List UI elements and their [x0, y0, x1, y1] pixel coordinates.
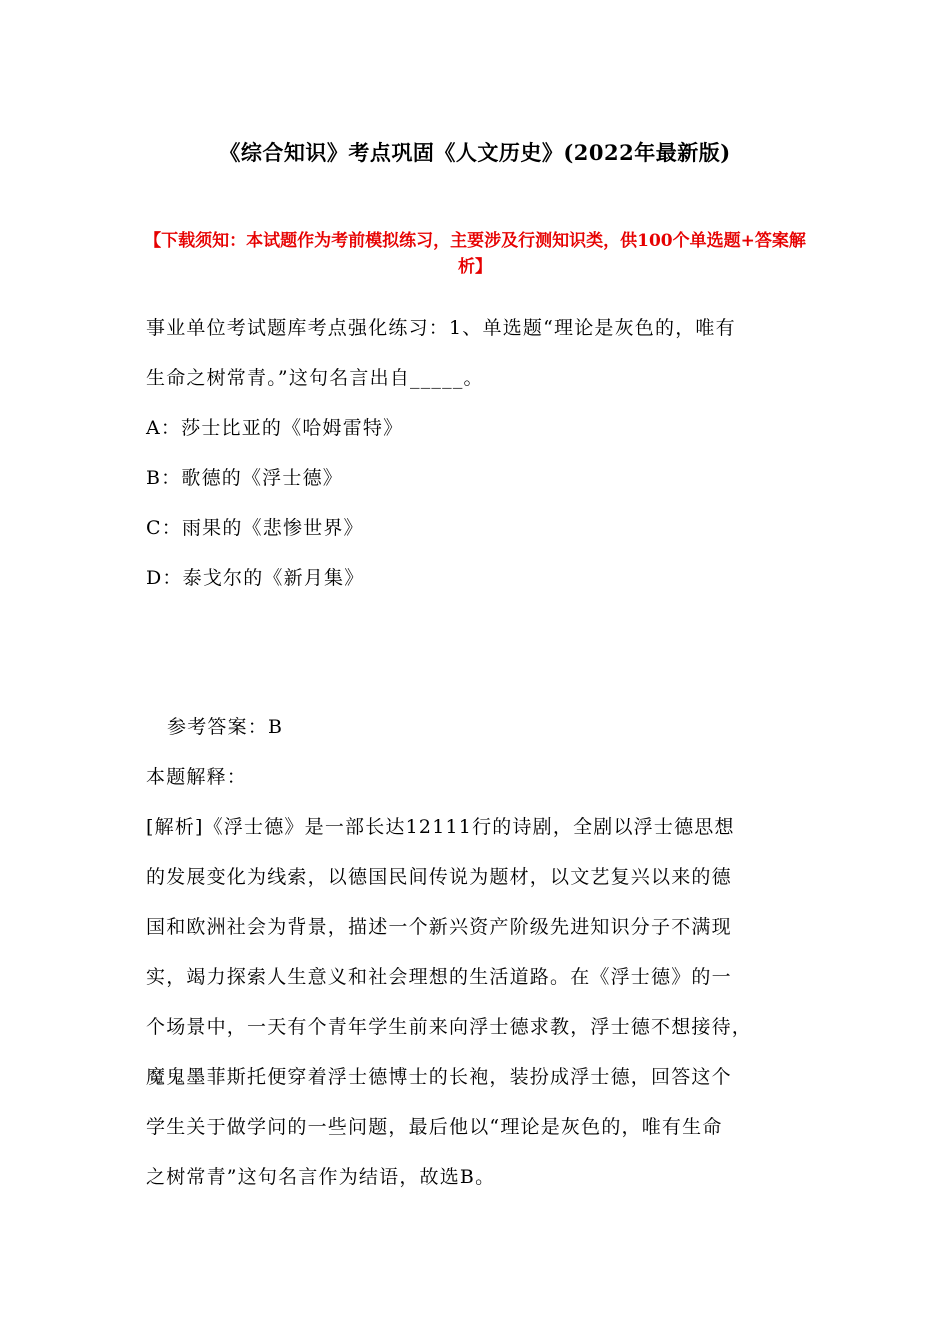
explanation-line-2: 的发展变化为线索，以德国民间传说为题材，以文艺复兴以来的德 [146, 866, 732, 888]
explanation-line-5: 个场景中，一天有个青年学生前来向浮士德求教，浮士德不想接待， [146, 1016, 753, 1038]
document-title: 《综合知识》考点巩固《人文历史》(2022年最新版) [219, 140, 731, 165]
explanation-line-7: 学生关于做学问的一些问题，最后他以“理论是灰色的，唯有生命 [146, 1116, 723, 1138]
explanation-line-3: 国和欧洲社会为背景，描述一个新兴资产阶级先进知识分子不满现 [146, 916, 732, 938]
option-c: C：雨果的《悲惨世界》 [146, 517, 364, 539]
download-notice: 【下载须知：本试题作为考前模拟练习，主要涉及行测知识类，供100个单选题+答案解析】 [144, 231, 806, 277]
explanation-line-1: [解析]《浮士德》是一部长达12111行的诗剧，全剧以浮士德思想 [146, 816, 735, 838]
option-d: D：泰戈尔的《新月集》 [146, 567, 365, 589]
option-a: A：莎士比亚的《哈姆雷特》 [146, 417, 404, 439]
question-line-2: 生命之树常青。”这句名言出自_____。 [146, 367, 484, 389]
question-line-1: 事业单位考试题库考点强化练习：1、单选题“理论是灰色的，唯有 [146, 317, 736, 339]
reference-answer: 参考答案：B [167, 716, 284, 738]
explanation-line-8: 之树常青”这句名言作为结语，故选B。 [146, 1166, 496, 1188]
option-b: B：歌德的《浮士德》 [146, 467, 343, 489]
explanation-line-4: 实，竭力探索人生意义和社会理想的生活道路。在《浮士德》的一 [146, 966, 732, 988]
explanation-heading: 本题解释： [146, 766, 248, 788]
explanation-line-6: 魔鬼墨菲斯托便穿着浮士德博士的长袍，装扮成浮士德，回答这个 [146, 1066, 732, 1088]
